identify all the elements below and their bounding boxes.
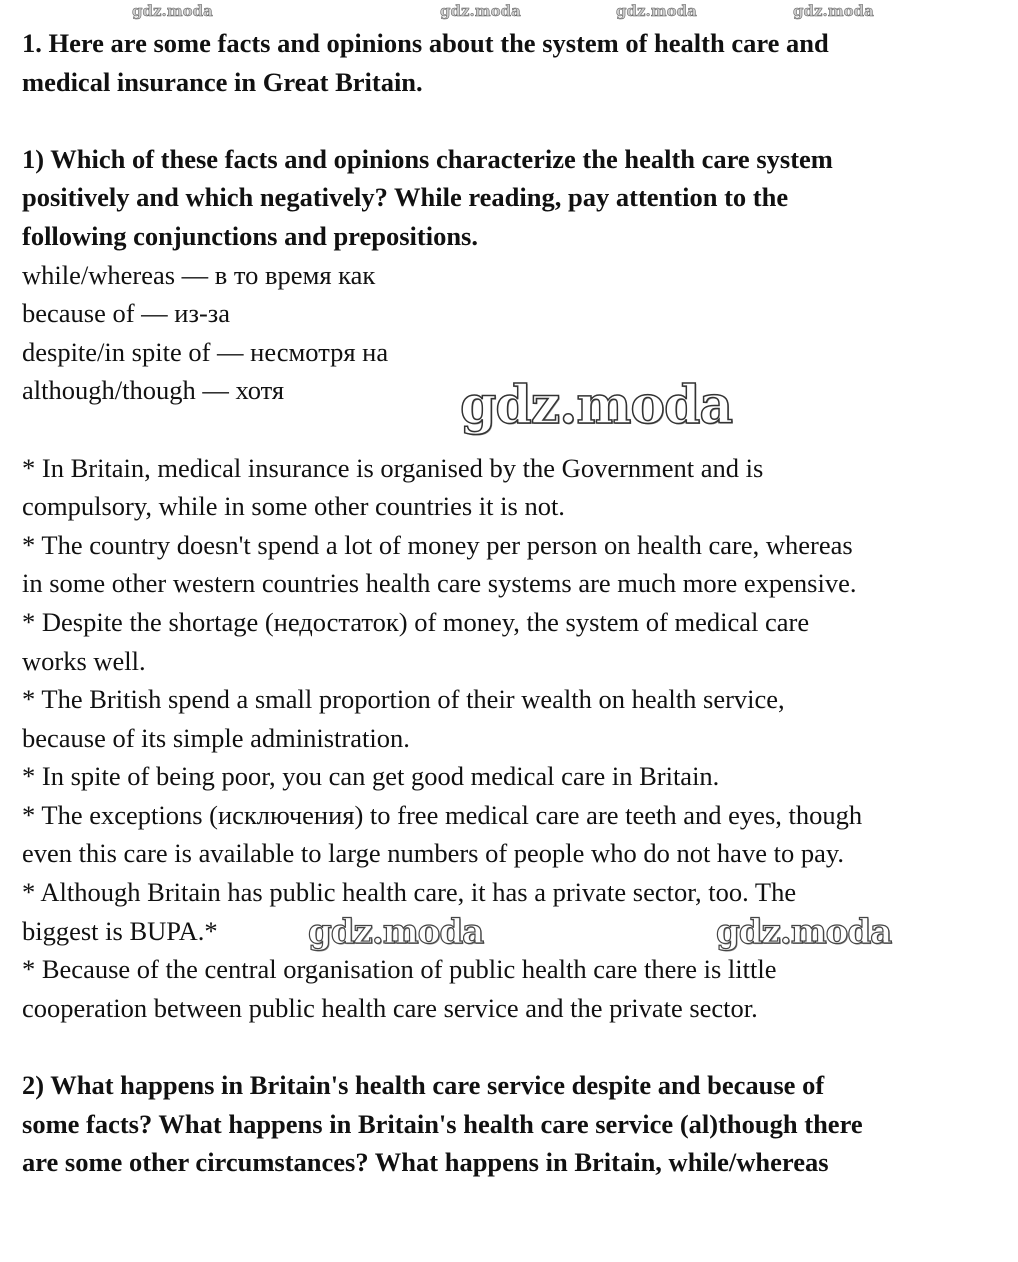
text-line: works well. <box>22 645 146 676</box>
watermark: gdz.moda <box>716 912 892 952</box>
text-line: * The British spend a small proportion of their wealth on health service, <box>22 684 785 715</box>
heading-line: are some other circumstances? What happens in Britain, while/whereas <box>22 1147 829 1178</box>
heading-line: 1. Here are some facts and opinions about the system of health care and <box>22 28 829 58</box>
heading-line: medical insurance in Great Britain. <box>22 66 423 97</box>
heading-line: 2) What happens in Britain's health care service despite and because of <box>22 1070 825 1101</box>
text-line: while/whereas — в то время как <box>22 259 376 290</box>
text-line: compulsory, while in some other countries it is not. <box>22 491 565 522</box>
watermark: gdz.moda <box>440 2 521 20</box>
text-line: because of — из-за <box>22 298 231 329</box>
text-line: biggest is BUPA.* <box>22 915 218 946</box>
watermark: gdz.moda <box>132 2 213 20</box>
text-line: * Because of the central organisation of public health care there is little <box>22 954 777 985</box>
watermark: gdz.moda <box>793 2 874 20</box>
text-line: cooperation between public health care service and the private sector. <box>22 992 758 1023</box>
text-line: because of its simple administration. <box>22 722 410 753</box>
text-line: even this care is available to large numbers of people who do not have to pay. <box>22 838 844 869</box>
heading-line: following conjunctions and prepositions. <box>22 220 478 251</box>
watermark: gdz.moda <box>460 375 733 436</box>
text-line: in some other western countries health care systems are much more expensive. <box>22 568 857 599</box>
heading-line: positively and which negatively? While reading, pay attention to the <box>22 182 789 213</box>
heading-line: 1) Which of these facts and opinions characterize the health care system <box>22 143 833 174</box>
text-line: * In spite of being poor, you can get good medical care in Britain. <box>22 761 720 792</box>
text-line: despite/in spite of — несмотря на <box>22 336 389 367</box>
document-text <box>22 24 1012 1182</box>
text-line: * Although Britain has public health care, it has a private sector, too. The <box>22 877 797 908</box>
heading-line: some facts? What happens in Britain's health care service (al)though there <box>22 1108 863 1139</box>
text-line: * The exceptions (исключения) to free medical care are teeth and eyes, though <box>22 799 863 830</box>
text-line: although/though — хотя <box>22 375 285 406</box>
watermark: gdz.moda <box>308 912 484 952</box>
watermark: gdz.moda <box>616 2 697 20</box>
text-line: * Despite the shortage (недостаток) of money, the system of medical care <box>22 606 810 637</box>
text-line: * The country doesn't spend a lot of money per person on health care, whereas <box>22 529 853 560</box>
text-line: * In Britain, medical insurance is organised by the Government and is <box>22 452 764 483</box>
